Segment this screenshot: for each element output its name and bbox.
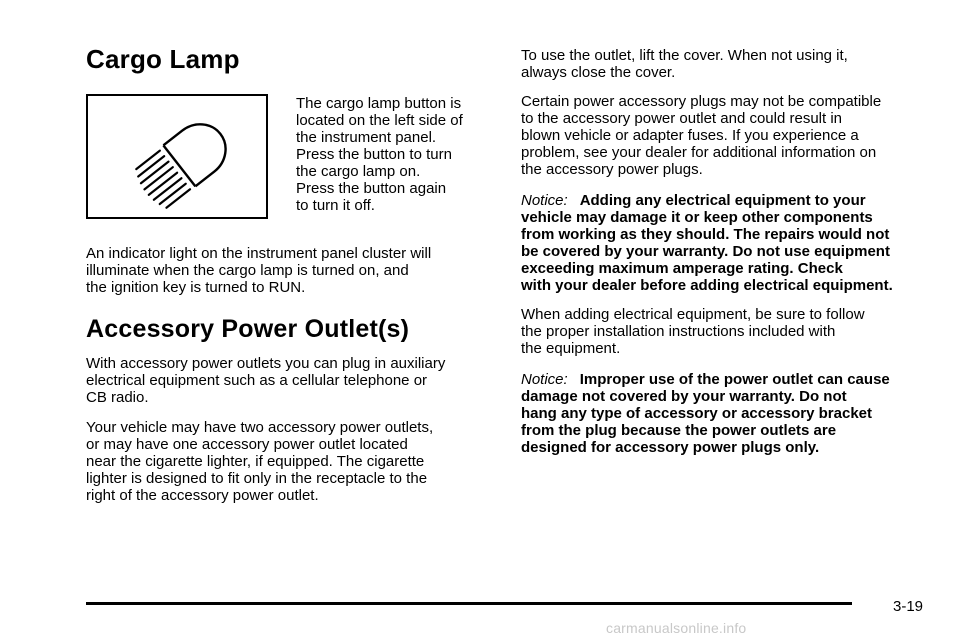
notice-line: damage not covered by your warranty. Do not bbox=[521, 388, 847, 405]
notice-line bbox=[521, 371, 890, 388]
paragraph-line: the proper installation instructions included with bbox=[521, 323, 836, 340]
cargo-lamp-icon bbox=[88, 96, 266, 217]
paragraph-line: illuminate when the cargo lamp is turned on, and bbox=[86, 262, 409, 279]
paragraph-line: An indicator light on the instrument panel cluster will bbox=[86, 245, 432, 262]
notice-label: Notice: bbox=[521, 371, 568, 388]
notice-line: with your dealer before adding electrical equipment. bbox=[521, 277, 893, 294]
paragraph-line: Certain power accessory plugs may not be compatible bbox=[521, 93, 882, 110]
paragraph-line: When adding electrical equipment, be sure to follow bbox=[521, 306, 865, 323]
notice-line bbox=[521, 192, 866, 209]
cargo-lamp-icon-frame bbox=[86, 94, 268, 219]
section-heading-cargo-lamp: Cargo Lamp bbox=[86, 44, 240, 74]
side-line: The cargo lamp button is bbox=[296, 95, 462, 112]
section-heading-accessory-power-outlet: Accessory Power Outlet(s) bbox=[86, 315, 410, 343]
paragraph-line: or may have one accessory power outlet located bbox=[86, 436, 408, 453]
paragraph-line: electrical equipment such as a cellular telephone or bbox=[86, 372, 428, 389]
paragraph-line: near the cigarette lighter, if equipped. The cigarette bbox=[86, 453, 425, 470]
notice-line: hang any type of accessory or accessory bracket bbox=[521, 405, 873, 422]
paragraph-line: Your vehicle may have two accessory power outlets, bbox=[86, 419, 434, 436]
paragraph-line: CB radio. bbox=[86, 389, 149, 406]
paragraph-line: right of the accessory power outlet. bbox=[86, 487, 319, 504]
paragraph-line: the accessory power plugs. bbox=[521, 161, 703, 178]
side-line: the cargo lamp on. bbox=[296, 163, 421, 180]
notice-line: from the plug because the power outlets are bbox=[521, 422, 837, 439]
paragraph-line: problem, see your dealer for additional information on bbox=[521, 144, 877, 161]
paragraph-line: lighter is designed to fit only in the receptacle to the bbox=[86, 470, 428, 487]
paragraph-line: the ignition key is turned to RUN. bbox=[86, 279, 306, 296]
paragraph-line: always close the cover. bbox=[521, 64, 676, 81]
footer-rule bbox=[86, 602, 852, 605]
notice-line: exceeding maximum amperage rating. Check bbox=[521, 260, 843, 277]
notice-line: from working as they should. The repairs would not bbox=[521, 226, 890, 243]
paragraph-line: With accessory power outlets you can plug in auxiliary bbox=[86, 355, 446, 372]
notice-line: designed for accessory power plugs only. bbox=[521, 439, 820, 456]
page-number: 3-19 bbox=[893, 598, 924, 615]
notice-label: Notice: bbox=[521, 192, 568, 209]
side-line: the instrument panel. bbox=[296, 129, 437, 146]
notice-first-line: Adding any electrical equipment to your bbox=[579, 192, 866, 209]
paragraph-line: blown vehicle or adapter fuses. If you experience a bbox=[521, 127, 859, 144]
notice-first-line: Improper use of the power outlet can cause bbox=[579, 371, 890, 388]
watermark: carmanualsonline.info bbox=[606, 620, 747, 636]
side-line: located on the left side of bbox=[296, 112, 463, 129]
notice-line: vehicle may damage it or keep other components bbox=[521, 209, 873, 226]
paragraph-line: to the accessory power outlet and could result in bbox=[521, 110, 843, 127]
paragraph-line: the equipment. bbox=[521, 340, 621, 357]
side-line: Press the button to turn bbox=[296, 146, 452, 163]
side-line: to turn it off. bbox=[296, 197, 375, 214]
paragraph-line: To use the outlet, lift the cover. When not using it, bbox=[521, 47, 848, 64]
notice-line: be covered by your warranty. Do not use equipment bbox=[521, 243, 890, 260]
side-line: Press the button again bbox=[296, 180, 447, 197]
